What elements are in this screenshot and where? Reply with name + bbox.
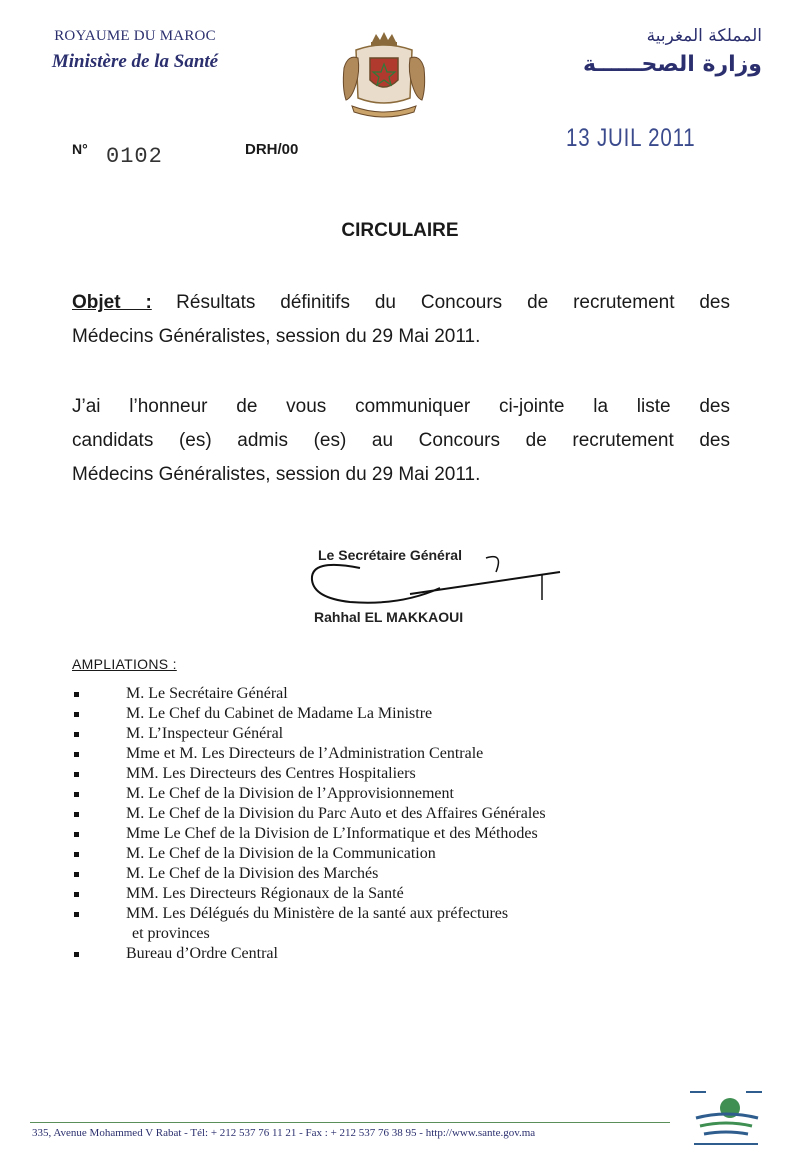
list-item: Mme et M. Les Directeurs de l’Administration Centrale [72,744,712,764]
list-item: Mme Le Chef de la Division de L’Informatique et des Méthodes [72,824,712,844]
list-item: MM. Les Délégués du Ministère de la santé aux préfectures et provinces [72,904,712,944]
bullet-icon [74,912,79,917]
header-right [562,26,762,77]
signatory-title: Le Secrétaire Général [318,547,462,563]
ministry-name-ar: وزارة الصحــــــة [583,52,762,77]
number-label: N° [72,141,88,157]
objet-paragraph [72,286,730,354]
bullet-icon [74,872,79,877]
header-left [20,28,250,73]
list-item: M. Le Chef de la Division de l’Approvisionnement [72,784,712,804]
list-item: M. L’Inspecteur Général [72,724,712,744]
ampliations-list [72,684,712,964]
coat-of-arms-emblem [338,28,430,120]
bullet-icon [74,792,79,797]
objet-text-line2: Médecins Généralistes, session du 29 Mai 2011. [72,326,481,347]
bullet-icon [74,892,79,897]
bullet-icon [74,752,79,757]
bullet-icon [74,952,79,957]
bullet-icon [74,832,79,837]
list-item: M. Le Chef de la Division de la Communication [72,844,712,864]
list-item-continuation: et provinces [132,925,210,942]
message-line2: candidats (es) admis (es) au Concours de recrutement des [72,430,730,451]
list-item: MM. Les Directeurs des Centres Hospitaliers [72,764,712,784]
ministry-name-fr: Ministère de la Santé [51,51,219,72]
date-stamp: 13 JUIL 2011 [566,124,696,152]
message-paragraph [72,390,730,492]
bullet-icon [74,812,79,817]
bullet-icon [74,712,79,717]
kingdom-name-ar: المملكة المغربية [646,26,762,46]
list-item: M. Le Chef de la Division du Parc Auto et des Affaires Générales [72,804,712,824]
document-title: CIRCULAIRE [341,220,459,241]
message-line3: Médecins Généralistes, session du 29 Mai 2011. [72,464,481,485]
bullet-icon [74,772,79,777]
bullet-icon [74,732,79,737]
message-line1: J’ai l’honneur de vous communiquer ci-jointe la liste des [72,396,730,417]
list-item: Bureau d’Ordre Central [72,944,712,964]
list-item: M. Le Secrétaire Général [72,684,712,704]
list-item: MM. Les Directeurs Régionaux de la Santé [72,884,712,904]
kingdom-name-fr: ROYAUME DU MAROC [54,28,216,44]
number-value: 0102 [106,144,163,169]
footer-address: 335, Avenue Mohammed V Rabat - Tél: + 212 537 76 11 21 - Fax : + 212 537 76 38 95 - http://www.sante.gov.ma [32,1127,536,1139]
objet-label: Objet : [72,292,152,313]
ampliations-title: AMPLIATIONS : [72,656,177,672]
list-item: M. Le Chef du Cabinet de Madame La Ministre [72,704,712,724]
list-item: M. Le Chef de la Division des Marchés [72,864,712,884]
bullet-icon [74,692,79,697]
department-code: DRH/00 [245,141,299,158]
footer-divider [30,1122,670,1123]
bullet-icon [74,852,79,857]
objet-text-line1: Résultats définitifs du Concours de recrutement des [176,292,731,313]
ministry-logo-icon [686,1090,766,1146]
signatory-name: Rahhal EL MAKKAOUI [314,609,464,625]
